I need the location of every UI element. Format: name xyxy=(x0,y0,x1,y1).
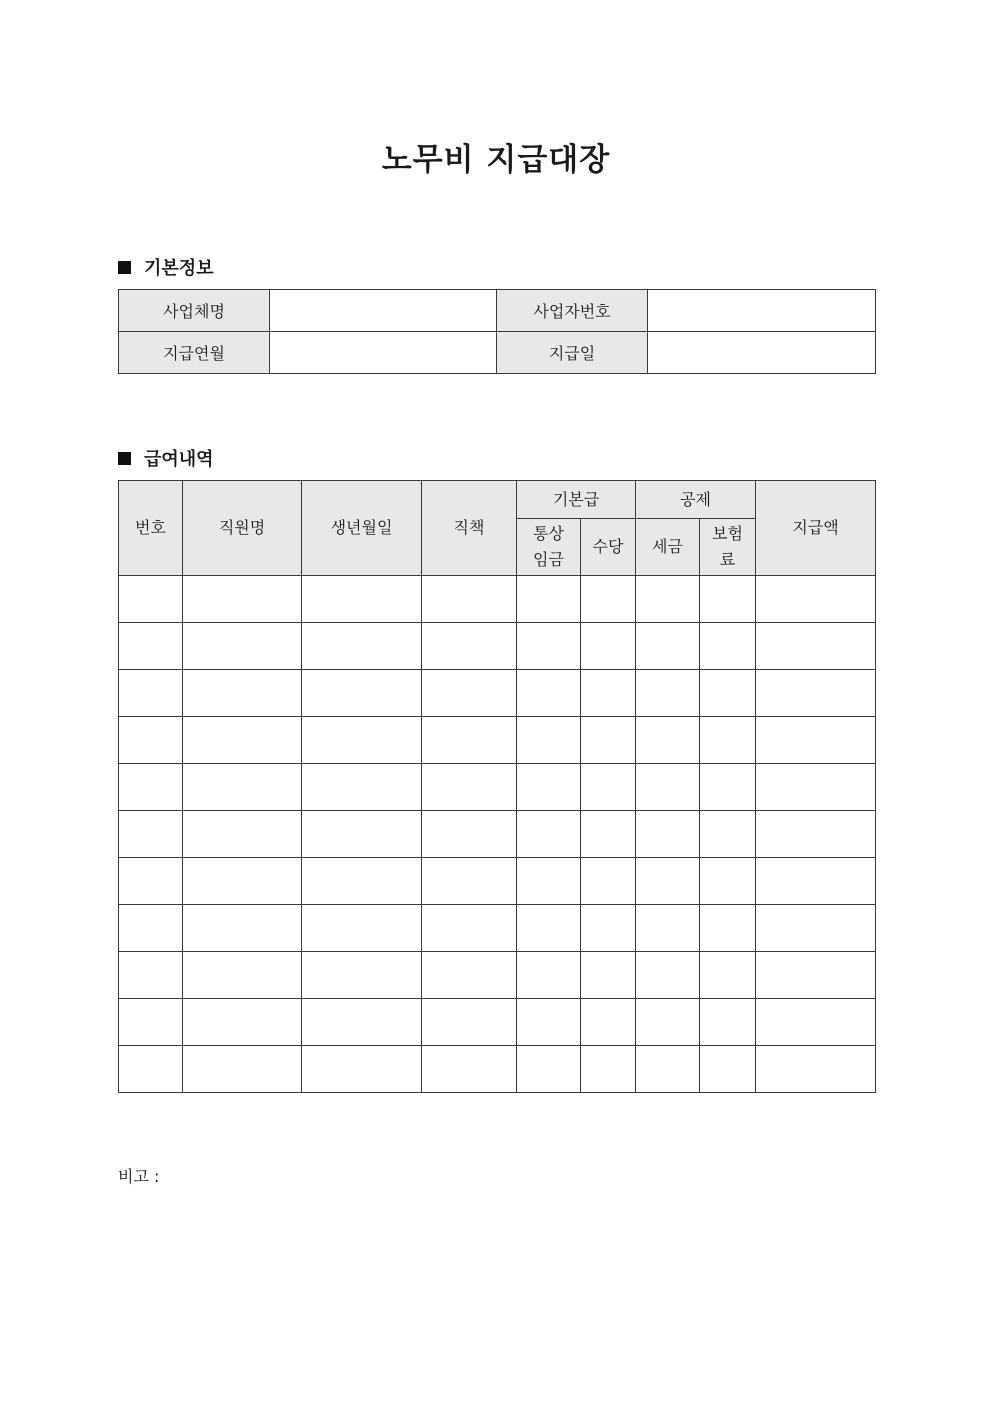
payment-amount-cell[interactable] xyxy=(756,999,876,1046)
payment-amount-cell[interactable] xyxy=(756,670,876,717)
position-cell[interactable] xyxy=(422,811,517,858)
header-payment-amount: 지급액 xyxy=(756,481,876,576)
payroll-table xyxy=(118,480,876,1093)
header-position: 직책 xyxy=(422,481,517,576)
payment-amount-cell[interactable] xyxy=(756,1046,876,1093)
payment-amount-cell[interactable] xyxy=(756,623,876,670)
insurance-cell[interactable] xyxy=(700,670,756,717)
insurance-cell[interactable] xyxy=(700,764,756,811)
table-row xyxy=(119,952,876,999)
number-cell[interactable] xyxy=(119,999,183,1046)
allowance-cell[interactable] xyxy=(581,670,636,717)
position-cell[interactable] xyxy=(422,576,517,623)
table-row xyxy=(119,999,876,1046)
basic-info-table xyxy=(118,289,876,374)
birth-date-cell[interactable] xyxy=(302,670,422,717)
insurance-cell[interactable] xyxy=(700,623,756,670)
tax-cell[interactable] xyxy=(636,623,700,670)
table-row xyxy=(119,811,876,858)
header-birth-date: 생년월일 xyxy=(302,481,422,576)
table-row xyxy=(119,332,876,374)
ordinary-wage-cell[interactable] xyxy=(517,717,581,764)
employee-name-cell[interactable] xyxy=(183,1046,302,1093)
payment-amount-cell[interactable] xyxy=(756,858,876,905)
number-cell[interactable] xyxy=(119,623,183,670)
number-cell[interactable] xyxy=(119,952,183,999)
insurance-cell[interactable] xyxy=(700,858,756,905)
employee-name-cell[interactable] xyxy=(183,717,302,764)
document-title: 노무비 지급대장 xyxy=(381,142,611,178)
number-cell[interactable] xyxy=(119,905,183,952)
insurance-cell[interactable] xyxy=(700,576,756,623)
header-employee-name: 직원명 xyxy=(183,481,302,576)
number-cell[interactable] xyxy=(119,576,183,623)
remarks-label: 비고 : xyxy=(118,1167,160,1186)
payroll-table-body xyxy=(119,576,876,1093)
employee-name-cell[interactable] xyxy=(183,952,302,999)
allowance-cell[interactable] xyxy=(581,811,636,858)
tax-cell[interactable] xyxy=(636,999,700,1046)
position-cell[interactable] xyxy=(422,952,517,999)
number-cell[interactable] xyxy=(119,858,183,905)
ordinary-wage-cell[interactable] xyxy=(517,952,581,999)
table-header-row xyxy=(119,481,876,519)
table-row xyxy=(119,717,876,764)
number-cell[interactable] xyxy=(119,717,183,764)
birth-date-cell[interactable] xyxy=(302,717,422,764)
header-allowance: 수당 xyxy=(581,519,636,576)
allowance-cell[interactable] xyxy=(581,1046,636,1093)
header-tax: 세금 xyxy=(636,519,700,576)
birth-date-cell[interactable] xyxy=(302,952,422,999)
insurance-cell[interactable] xyxy=(700,1046,756,1093)
birth-date-cell[interactable] xyxy=(302,764,422,811)
position-cell[interactable] xyxy=(422,670,517,717)
birth-date-cell[interactable] xyxy=(302,811,422,858)
employee-name-cell[interactable] xyxy=(183,811,302,858)
ordinary-wage-cell[interactable] xyxy=(517,623,581,670)
payment-amount-cell[interactable] xyxy=(756,764,876,811)
allowance-cell[interactable] xyxy=(581,576,636,623)
business-name-label: 사업체명 xyxy=(119,290,270,332)
ordinary-wage-cell[interactable] xyxy=(517,905,581,952)
tax-cell[interactable] xyxy=(636,764,700,811)
tax-cell[interactable] xyxy=(636,717,700,764)
allowance-cell[interactable] xyxy=(581,905,636,952)
tax-cell[interactable] xyxy=(636,905,700,952)
allowance-cell[interactable] xyxy=(581,999,636,1046)
tax-cell[interactable] xyxy=(636,952,700,999)
position-cell[interactable] xyxy=(422,764,517,811)
header-number: 번호 xyxy=(119,481,183,576)
table-row xyxy=(119,576,876,623)
allowance-cell[interactable] xyxy=(581,764,636,811)
tax-cell[interactable] xyxy=(636,670,700,717)
tax-cell[interactable] xyxy=(636,576,700,623)
allowance-cell[interactable] xyxy=(581,952,636,999)
payment-amount-cell[interactable] xyxy=(756,952,876,999)
business-number-label: 사업자번호 xyxy=(497,290,648,332)
header-ordinary-wage-line2: 임금 xyxy=(533,550,564,569)
allowance-cell[interactable] xyxy=(581,717,636,764)
header-deduction: 공제 xyxy=(636,481,756,519)
employee-name-cell[interactable] xyxy=(183,764,302,811)
table-row xyxy=(119,764,876,811)
tax-cell[interactable] xyxy=(636,1046,700,1093)
section-heading-payroll xyxy=(118,445,214,471)
square-bullet-icon xyxy=(118,261,131,274)
ordinary-wage-cell[interactable] xyxy=(517,764,581,811)
ordinary-wage-cell[interactable] xyxy=(517,858,581,905)
payment-date-label: 지급일 xyxy=(497,332,648,374)
tax-cell[interactable] xyxy=(636,811,700,858)
section-heading-label: 기본정보 xyxy=(144,258,214,279)
header-insurance-line2: 료 xyxy=(719,550,736,569)
payment-amount-cell[interactable] xyxy=(756,576,876,623)
header-ordinary-wage xyxy=(517,519,581,576)
position-cell[interactable] xyxy=(422,623,517,670)
position-cell[interactable] xyxy=(422,858,517,905)
employee-name-cell[interactable] xyxy=(183,858,302,905)
birth-date-cell[interactable] xyxy=(302,576,422,623)
section-heading-label: 급여내역 xyxy=(144,449,214,470)
ordinary-wage-cell[interactable] xyxy=(517,576,581,623)
payment-amount-cell[interactable] xyxy=(756,717,876,764)
number-cell[interactable] xyxy=(119,670,183,717)
ordinary-wage-cell[interactable] xyxy=(517,1046,581,1093)
employee-name-cell[interactable] xyxy=(183,576,302,623)
allowance-cell[interactable] xyxy=(581,858,636,905)
ordinary-wage-cell[interactable] xyxy=(517,811,581,858)
insurance-cell[interactable] xyxy=(700,905,756,952)
table-row xyxy=(119,623,876,670)
ordinary-wage-cell[interactable] xyxy=(517,670,581,717)
business-name-field[interactable] xyxy=(270,290,497,332)
table-row xyxy=(119,905,876,952)
position-cell[interactable] xyxy=(422,905,517,952)
number-cell[interactable] xyxy=(119,811,183,858)
table-row xyxy=(119,290,876,332)
birth-date-cell[interactable] xyxy=(302,999,422,1046)
business-number-field[interactable] xyxy=(648,290,876,332)
header-insurance xyxy=(700,519,756,576)
payment-month-label: 지급연월 xyxy=(119,332,270,374)
number-cell[interactable] xyxy=(119,1046,183,1093)
payment-date-field[interactable] xyxy=(648,332,876,374)
employee-name-cell[interactable] xyxy=(183,999,302,1046)
header-ordinary-wage-line1: 통상 xyxy=(533,524,564,543)
employee-name-cell[interactable] xyxy=(183,670,302,717)
payment-month-field[interactable] xyxy=(270,332,497,374)
payment-amount-cell[interactable] xyxy=(756,811,876,858)
table-row xyxy=(119,858,876,905)
table-row xyxy=(119,1046,876,1093)
birth-date-cell[interactable] xyxy=(302,858,422,905)
allowance-cell[interactable] xyxy=(581,623,636,670)
ordinary-wage-cell[interactable] xyxy=(517,999,581,1046)
tax-cell[interactable] xyxy=(636,858,700,905)
birth-date-cell[interactable] xyxy=(302,1046,422,1093)
table-row xyxy=(119,670,876,717)
insurance-cell[interactable] xyxy=(700,717,756,764)
header-insurance-line1: 보험 xyxy=(712,524,743,543)
payment-amount-cell[interactable] xyxy=(756,905,876,952)
position-cell[interactable] xyxy=(422,999,517,1046)
employee-name-cell[interactable] xyxy=(183,905,302,952)
number-cell[interactable] xyxy=(119,764,183,811)
insurance-cell[interactable] xyxy=(700,999,756,1046)
position-cell[interactable] xyxy=(422,717,517,764)
square-bullet-icon xyxy=(118,452,131,465)
employee-name-cell[interactable] xyxy=(183,623,302,670)
header-base-pay: 기본급 xyxy=(517,481,636,519)
position-cell[interactable] xyxy=(422,1046,517,1093)
section-heading-basic-info xyxy=(118,254,214,280)
birth-date-cell[interactable] xyxy=(302,623,422,670)
birth-date-cell[interactable] xyxy=(302,905,422,952)
insurance-cell[interactable] xyxy=(700,952,756,999)
insurance-cell[interactable] xyxy=(700,811,756,858)
